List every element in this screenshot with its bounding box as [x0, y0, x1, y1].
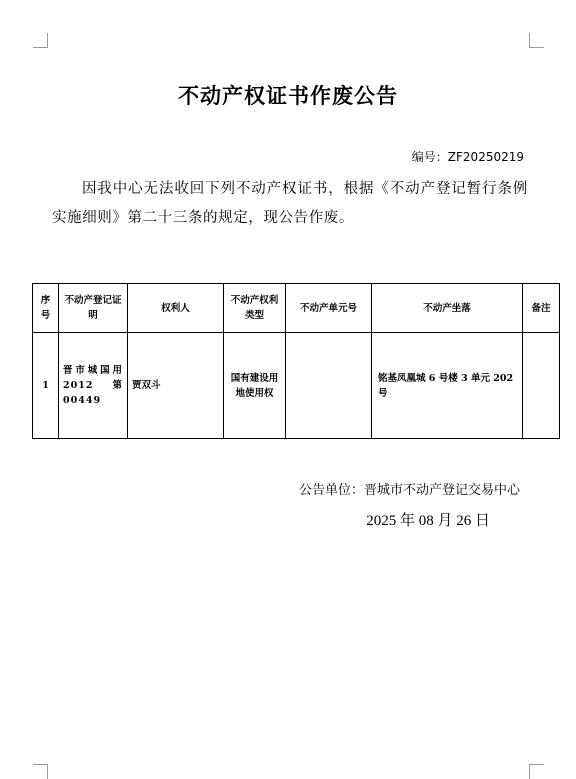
cell-unit-number [286, 333, 372, 439]
header-unit-number: 不动产单元号 [286, 284, 372, 333]
header-right-type: 不动产权利类型 [224, 284, 286, 333]
header-location: 不动产坐落 [372, 284, 523, 333]
page-corner-mark-bottom-left [33, 764, 48, 779]
cell-owner: 贾双斗 [128, 333, 224, 439]
cell-index: 1 [33, 333, 59, 439]
table-row [33, 333, 560, 439]
notice-date: 2025 年 08 月 26 日 [366, 513, 490, 529]
header-owner: 权利人 [128, 284, 224, 333]
header-certificate: 不动产登记证明 [59, 284, 128, 333]
cell-right-type: 国有建设用地使用权 [224, 333, 286, 439]
notice-serial-number: 编号：ZF20250219 [411, 150, 524, 164]
header-index: 序号 [33, 284, 59, 333]
cell-certificate: 晋市城国用 2012 第 00449 [59, 333, 128, 439]
table-header-row [33, 284, 560, 333]
certificate-table [32, 283, 560, 439]
cell-remarks [523, 333, 560, 439]
cell-location: 铭基凤凰城 6 号楼 3 单元 202 号 [372, 333, 523, 439]
page-title: 不动产权证书作废公告 [178, 83, 398, 108]
header-remarks: 备注 [523, 284, 560, 333]
page-corner-mark-top-left [33, 33, 48, 48]
issuing-unit: 公告单位：晋城市不动产登记交易中心 [298, 483, 520, 498]
page-corner-mark-bottom-right [529, 764, 544, 779]
notice-body: 因我中心无法收回下列不动产权证书，根据《不动产登记暂行条例实施细则》第二十三条的规定，现公告作废。 [52, 181, 528, 226]
page-corner-mark-top-right [529, 33, 544, 48]
